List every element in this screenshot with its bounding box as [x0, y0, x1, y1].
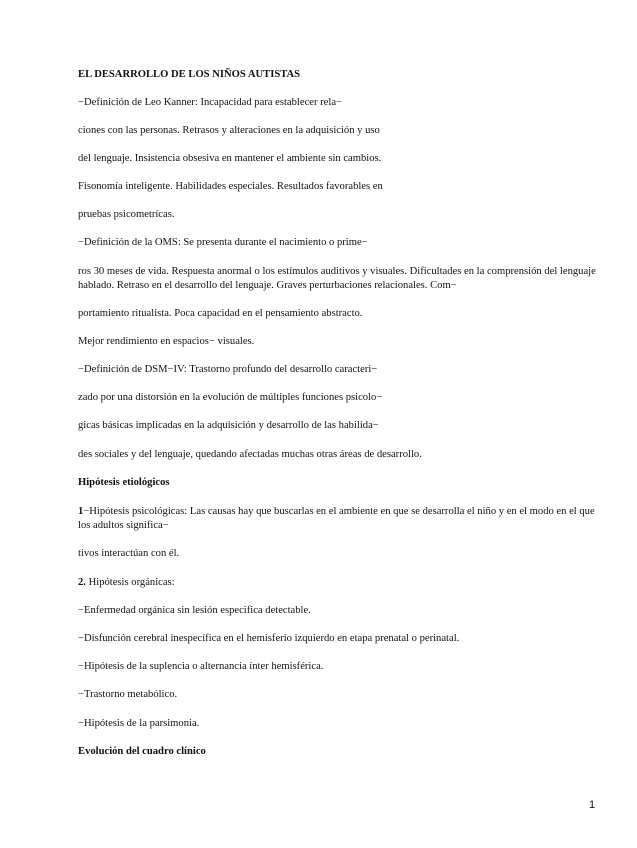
text-line: ciones con las personas. Retrasos y alteraciones en la adquisición y uso: [78, 125, 380, 136]
text-line: −Definición de la OMS: Se presenta durante el nacimiento o prime−: [78, 237, 368, 248]
text-line: gicas básicas implicadas en la adquisición y desarrollo de las habilida−: [78, 420, 379, 431]
text-line: Fisonomía inteligente. Habilidades especiales. Resultados favorables en: [78, 181, 383, 192]
hypothesis-number: 2.: [78, 577, 86, 588]
text-line: −Definición de DSM−IV: Trastorno profundo del desarrollo caracteri−: [78, 364, 378, 375]
document-title: EL DESARROLLO DE LOS NIÑOS AUTISTAS: [78, 69, 301, 80]
list-item: −Hipótesis de la suplencia o alternancia ínter hemisférica.: [78, 661, 324, 672]
text-line: zado por una distorsión en la evolución de múltiples funciones psicolo−: [78, 392, 383, 403]
text-line: tivos interactúan con él.: [78, 548, 180, 559]
list-item: −Enfermedad orgánica sin lesión especifica detectable.: [78, 605, 311, 616]
text-paragraph: ros 30 meses de vida. Respuesta anormal o los estímulos auditivos y visuales. Dificultades en la comprensión del lenguaje hablado. Retraso en el desarrollo del lenguaje. Graves perturbaciones relacionales. Com−: [78, 266, 596, 291]
text-line: pruebas psicometrícas.: [78, 209, 175, 220]
section-heading-etiology: Hipótesis etiológicos: [78, 477, 170, 488]
text-line: portamiento ritualista. Poca capacidad en el pensamiento abstracto.: [78, 308, 363, 319]
text-line: Mejor rendimiento en espacios− visuales.: [78, 336, 255, 347]
hypothesis-text: −Hipótesis psicológicas: Las causas hay que buscarlas en el ambiente en que se desarrolla el niño y en el modo en el que los adultos significa−: [78, 506, 595, 531]
text-line: −Definición de Leo Kanner: Incapacidad para establecer rela−: [78, 97, 342, 108]
hypothesis-psychological: [78, 505, 598, 533]
hypothesis-organic: [78, 576, 598, 590]
list-item: −Trastorno metabólico.: [78, 689, 178, 700]
section-heading-clinical: Evolución del cuadro clínico: [78, 746, 206, 757]
page-number: 1: [589, 799, 596, 811]
text-line: del lenguaje. Insistencia obsesiva en mantener el ambiente sin cambios.: [78, 153, 382, 164]
list-item: −Hipótesis de la parsimonia.: [78, 718, 200, 729]
list-item: −Disfunción cerebral inespecífica en el hemisferio izquierdo en etapa prenatal o perinatal.: [78, 633, 460, 644]
hypothesis-number: 1: [78, 506, 84, 517]
hypothesis-text: Hipótesis orgánicas:: [85, 577, 175, 588]
text-line: des sociales y del lenguaje, quedando afectadas muchas otras áreas de desarrollo.: [78, 449, 422, 460]
